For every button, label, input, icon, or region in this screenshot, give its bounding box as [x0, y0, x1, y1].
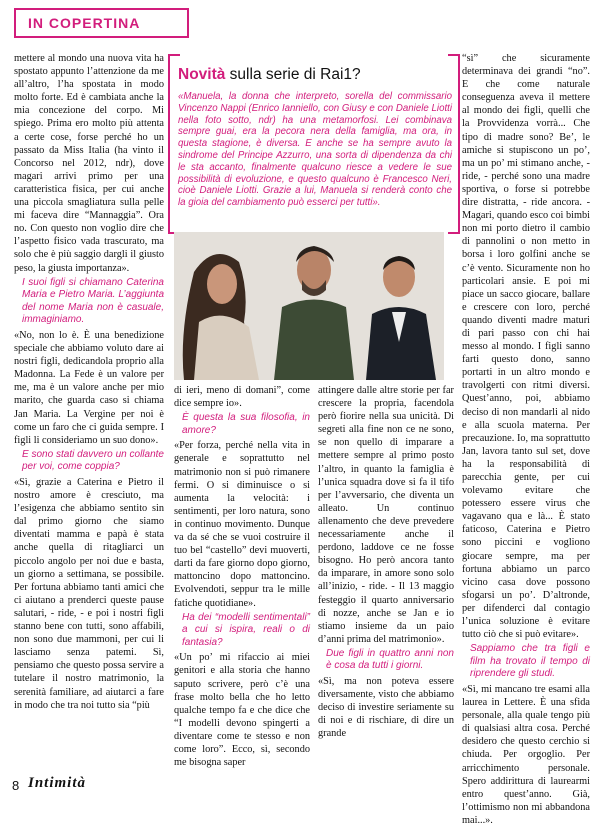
paragraph: “sì” che sicuramente determinava dei grandi “no”. E che come naturale conseguenza aveva il mettere al mondo dei figli, quelli che la Provvidenza vorrà... Che tipo di madre sono? Be’, le amiche si stupiscono un po’, ma un po’ mi stimano anche, - ride, - perché sono una madre sportiva, o forse si potrebbe dire distratta, - ride ancora. - Magari, quando esco coi bimbi non mi porto dietro il cambio di pannolini o non metto in borsa i loro golfini anche se c’è vento. Sicuramente non ho particolari ansie. E poi mi piace un sacco giocare, ballare e crescere con loro, perché quando diventi madre maturi di pari passo con chi hai messo al mondo. I figli sanno farti questo dono, sanno portarti in un altro mondo e travolgerti con ritmi diversi. Quest’anno, poi, abbiamo deciso di non mandarli al nido e alla scuola materna. Per precauzione. Io, ma soprattutto Jan, lavora tanto sul set, dove ha la responsabilità di parecchia gente, per cui volevamo evitare che potessero essere virus che vagavano qua e là... È stato faticoso, Caterina e Pietro sono piccini e vogliono giocare sempre, ma per fortuna abbiamo un parco vicino casa dove possono sfogarsi un po’. D’altronde, per difenderci dal contagio l’unica soluzione è evitare tutto ciò che si può evitare».: [462, 53, 590, 641]
text-column-1: [14, 52, 164, 712]
paragraph: «No, non lo è. È una benedizione speciale che abbiamo voluto dare ai nostri figli, dedicandola proprio alla Madonna. La Fede è un valore per me, ma è un valore anche per mio marito, che guarda caso si chiama Jan Maria. La Vergine per noi è come un faro che ci guida sempre. I figli li consideriamo un suo dono».: [14, 329, 164, 446]
intro-title-highlight: Novità: [178, 66, 226, 83]
question: È questa la sua filosofia, in amore?: [182, 412, 310, 436]
question: I suoi figli si chiamano Caterina Maria e Pietro Maria. L’aggiunta del nome Maria non è casuale, immaginiamo.: [22, 276, 164, 326]
paragraph: di ieri, meno di domani”, come dice sempre io».: [174, 385, 310, 410]
section-label: [14, 8, 189, 38]
paragraph: «Un po’ mi rifaccio ai miei genitori e alla storia che hanno saputo scrivere, però c’è una frase molto bella che ho letto qualche tempo fa e che dice che “I modelli devono spingerti a diventare come te stesso e non come loro”. Ecco, sì, secondo me bisogna saper: [174, 652, 310, 769]
question: Ha dei “modelli sentimentali” a cui si ispira, reali o di fantasia?: [182, 611, 310, 648]
intro-title: [178, 66, 361, 84]
magazine-brand: Intimità: [28, 775, 87, 791]
photo-illustration: [174, 232, 444, 380]
paragraph: «Sì, grazie a Caterina e Pietro il nostro amore è cresciuto, ma l’esigenza che abbiamo sentito sin dal primo giorno che siamo diventati mamma e papà è stata anche quella di ritagliarci un piccolo angolo per noi due e basta, un giorno a settimana, se possibile. Per fortuna abbiamo tanti amici che ci aiutano a prenderci queste pause salutari, - ride, - e poi i nostri figli stanno bene con tutti, sono affabili, non sono due mammoni, per cui li lasciamo senza patemi. Sì, pensiamo che questo possa servire a tutelare il nostro matrimonio, la serenità familiare, ad aiutarci a fare in modo che tra noi tutto sia “più: [14, 477, 164, 711]
question: E sono stati davvero un collante per voi, come coppia?: [22, 448, 164, 473]
cover-photo: [174, 232, 444, 380]
intro-text: «Manuela, la donna che interpreto, sorella del commissario Vincenzo Nappi (Enrico Ianniello, con Giusy e con Daniele Liotti nella foto sotto, ndr) ha una metamorfosi. Lei combinava sempre guai, era la pecora nera della famiglia, ma ora, in questa stagione, è diversa. E anche se ha sempre avuto la sindrome del Principe Azzurro, una sorta di dipendenza da chi le sta accanto, finalmente qualcuno riesce a vedere le sue possibilità di evoluzione, e questo qualcuno è Francesco Neri, cioè Daniele Liotti. Grazie a lui, Manuela si renderà conto che la gioia del cambiamento può esserci per tutti».: [178, 91, 452, 209]
paragraph: «Sì, mi mancano tre esami alla laurea in Lettere. È una sfida personale, alla quale tengo più di qualsiasi altra cosa. Perché desidero che questo cerchio si chiuda. Per orgoglio. Per arricchimento personale. Spero addirittura di laurearmi entro quest’anno. Già, l’ottimismo non mi abbandona mai...».: [462, 684, 590, 826]
intro-box: [168, 54, 460, 234]
label-bracket-left: [14, 8, 20, 38]
paragraph: «Sì, ma non poteva essere diversamente, visto che abbiamo deciso di investire seriamente su di noi e di rischiare, di dire un grande: [318, 676, 454, 740]
question: Sappiamo che tra figli e film ha trovato il tempo di riprendere gli studi.: [470, 643, 590, 680]
label-bracket-right: [183, 8, 189, 38]
paragraph: mettere al mondo una nuova vita ha spostato appunto l’attenzione da me all’altro, l’ha spostata in modo molto forte. Ed è cambiata anche la mia concezione del corpo. Mi spiego. Prima ero molto più attenta a certe cose, forse perché ho un passato da Miss Italia (ha vinto il Concorso nel 2012, ndr), dove magari arrivi primo per una caratteristica fisica, per cui anche una piccola smagliatura sulla pelle mi faceva dire “Mannaggia”. Ora no. Con questo non voglio dire che l’aspetto fisico vada trascurato, ma solo che è più saggio dargli il giusto peso, la giusta importanza».: [14, 53, 164, 274]
text-column-3: [318, 384, 454, 741]
intro-title-rest: sulla serie di Rai1?: [225, 66, 361, 83]
text-column-2: [174, 384, 310, 769]
paragraph: «Per forza, perché nella vita in generale e soprattutto nel matrimonio non si può rimanere fermi. O si diminuisce o si aumenta la velocità: i sentimenti, per loro natura, sono in continuo movimento. Dunque va da sé che se vuoi costruire il tuo bel “castello” devi muoverti, darti da fare giorno dopo giorno, mattoncino dopo mattoncino. Evolvendoti, seppur tra le mille fatiche quotidiane».: [174, 440, 310, 609]
page-number: 8: [12, 778, 20, 793]
question: Due figli in quattro anni non è cosa da tutti i giorni.: [326, 647, 454, 672]
text-column-4: [462, 52, 590, 827]
section-title: IN COPERTINA: [28, 15, 141, 31]
paragraph: attingere dalle altre storie per far crescere la propria, facendola però fiorire nella sua unicità. Di segreti alla fine non ce ne sono, se non quello di imparare a mettere sempre al primo posto l’altro, in quanto la famiglia è l’unica squadra dove si fa il tifo per l’avversario, che diventa un alleato. Un continuo allenamento che deve prevedere necessariamente anche il perdono, laddove ce ne fosse bisogno. Ho però ancora tanto da imparare, in amore sono solo all’inizio, - ride. - Il 13 maggio festeggio il quarto anniversario di nozze, anche se Jan e io stiamo insieme da un paio d’anni prima del matrimonio».: [318, 385, 454, 645]
